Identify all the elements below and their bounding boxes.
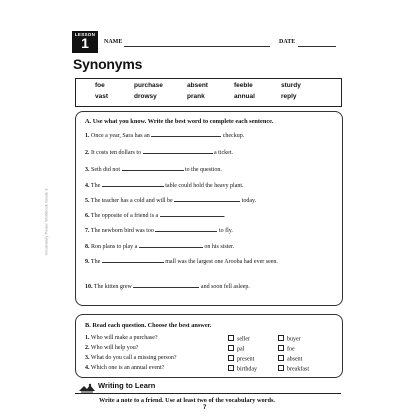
side-credit: Vocabulary Power Workbook Grade 3 — [43, 188, 49, 256]
question: 3. What do you call a missing person? — [85, 355, 177, 361]
section-a-box — [75, 111, 343, 306]
sentence: 3. Seth did not to the question. — [85, 167, 222, 173]
answer-blank[interactable] — [160, 211, 224, 217]
question: 4. Which one is an annual event? — [85, 365, 165, 371]
lesson-word: LESSON — [74, 32, 96, 37]
answer-option[interactable]: breakfast — [278, 365, 309, 373]
checkbox[interactable] — [278, 365, 284, 371]
section-a-instruction — [85, 118, 274, 125]
answer-option[interactable]: absent — [278, 355, 302, 363]
checkbox[interactable] — [278, 345, 284, 351]
word-bank-item: purchase — [134, 82, 163, 89]
word-bank-item: sturdy — [281, 82, 301, 89]
sentence: 4. The table could hold the heavy plant. — [85, 183, 244, 189]
section-b-instruction — [85, 322, 211, 329]
sentence: 8. Ron plans to play a on his sister. — [85, 244, 235, 250]
word-bank-item: foe — [95, 82, 105, 89]
answer-blank[interactable] — [151, 131, 221, 137]
answer-blank[interactable] — [133, 282, 199, 288]
word-bank-item: vast — [95, 93, 109, 100]
answer-blank[interactable] — [102, 257, 164, 263]
section-b-text: Read each question. Choose the best answer. — [92, 322, 212, 329]
sentence: 1. Once a year, Sara has an checkup. — [85, 133, 245, 139]
answer-option[interactable]: pal — [228, 345, 244, 353]
sentence: 6. The opposite of a friend is a . — [85, 213, 226, 219]
answer-blank[interactable] — [122, 165, 184, 171]
section-a-text: Use what you know. Write the best word to complete each sentence. — [92, 118, 274, 125]
answer-blank[interactable] — [102, 181, 164, 187]
pencil-paper-icon — [78, 383, 96, 393]
section-divider — [75, 393, 341, 394]
word-bank — [75, 78, 342, 107]
section-a-letter: A. — [85, 118, 92, 125]
word-bank-item: absent — [187, 82, 208, 89]
sentence: 10. The kitten grew and soon fell asleep. — [85, 284, 250, 290]
sentence: 9. The mall was the largest one Arooba had ever seen. — [85, 259, 278, 265]
lesson-number: 1 — [81, 35, 89, 51]
question: 1. Who will make a purchase? — [85, 335, 158, 341]
answer-blank[interactable] — [155, 226, 217, 232]
word-bank-item: drowsy — [134, 93, 157, 100]
checkbox[interactable] — [228, 345, 234, 351]
word-bank-item: reply — [281, 93, 297, 100]
sentence: 2. It costs ten dollars to a ticket. — [85, 150, 233, 156]
writing-instruction: Write a note to a friend. Use at least two of the vocabulary words. — [99, 397, 275, 404]
sentence: 7. The newborn bird was too to fly. — [85, 228, 233, 234]
word-bank-item: annual — [234, 93, 255, 100]
checkbox[interactable] — [278, 355, 284, 361]
date-line[interactable] — [298, 46, 336, 47]
date-label: DATE — [279, 39, 296, 45]
section-b-letter: B. — [85, 322, 91, 329]
page-number: 7 — [203, 405, 207, 411]
word-bank-item: prank — [187, 93, 205, 100]
answer-option[interactable]: buyer — [278, 335, 301, 343]
lesson-badge — [72, 31, 98, 53]
answer-option[interactable]: seller — [228, 335, 250, 343]
checkbox[interactable] — [278, 335, 284, 341]
answer-option[interactable]: foe — [278, 345, 295, 353]
word-bank-item: feeble — [234, 82, 253, 89]
checkbox[interactable] — [228, 355, 234, 361]
answer-option[interactable]: birthday — [228, 365, 257, 373]
sentence: 5. The teacher has a cold and will be today. — [85, 198, 257, 204]
question: 2. Who will help you? — [85, 345, 139, 351]
page-title: Synonyms — [73, 56, 143, 72]
answer-blank[interactable] — [139, 242, 203, 248]
writing-to-learn-title: Writing to Learn — [98, 381, 156, 390]
checkbox[interactable] — [228, 335, 234, 341]
checkbox[interactable] — [228, 365, 234, 371]
name-line[interactable] — [124, 46, 270, 47]
name-label: NAME — [104, 39, 123, 45]
answer-option[interactable]: present — [228, 355, 254, 363]
answer-blank[interactable] — [174, 196, 240, 202]
answer-blank[interactable] — [143, 148, 213, 154]
